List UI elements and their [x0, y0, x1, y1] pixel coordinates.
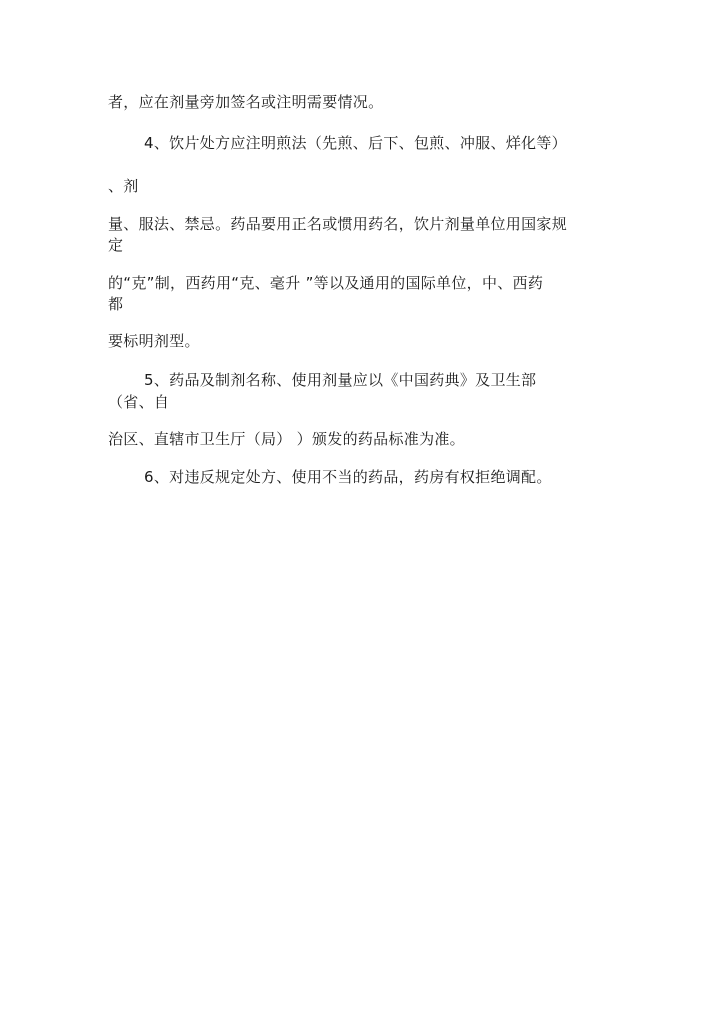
text-line-1: 者，应在剂量旁加签名或注明需要情况。: [108, 93, 384, 111]
item-6-line-1: 6、对违反规定处方、使用不当的药品，药房有权拒绝调配。: [144, 468, 552, 486]
item-4-line-7: 要标明剂型。: [108, 332, 200, 350]
item-4-line-4: 定: [108, 236, 124, 254]
item-4-line-2: 、剂: [108, 177, 139, 195]
item-4-line-5: 的“克”制，西药用“克、毫升 ”等以及通用的国际单位，中、西药: [108, 274, 544, 292]
item-5-line-1: 5、药品及制剂名称、使用剂量应以《中国药典》及卫生部: [144, 371, 537, 389]
item-4-line-6: 都: [108, 295, 124, 313]
item-4-line-3: 量、服法、禁忌。药品要用正名或惯用药名，饮片剂量单位用国家规: [108, 215, 568, 233]
item-5-line-2: （省、自: [108, 393, 170, 411]
item-4-line-1: 4、饮片处方应注明煎法（先煎、后下、包煎、冲服、烊化等）: [144, 134, 567, 152]
item-5-line-3: 治区、直辖市卫生厅（局） ）颁发的药品标准为准。: [108, 430, 465, 448]
